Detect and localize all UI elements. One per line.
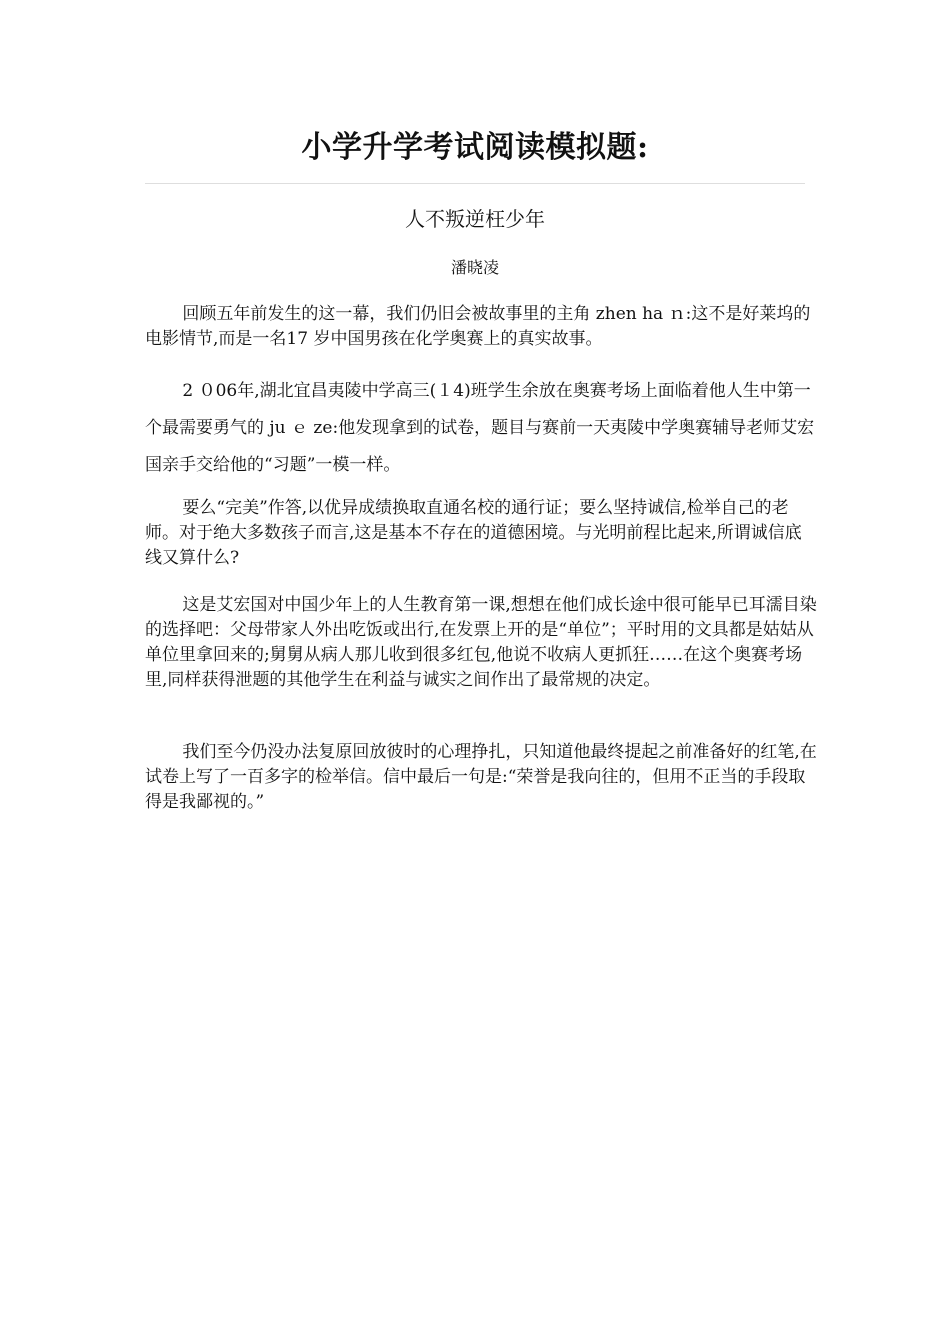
paragraph-4: 这是艾宏国对中国少年上的人生教育第一课,想想在他们成长途中很可能早已耳濡目染的选择吧：父母带家人外出吃饭或出行,在发票上开的是“单位”；平时用的文具都是姑姑从单位里拿回来的;舅舅从病人那儿收到很多红包,他说不收病人更抓狂……在这个奥赛考场里,同样获得泄题的其他学生在利益与诚实之间作出了最常规的决定。 (145, 595, 817, 690)
paragraph-3: 要么“完美”作答,以优异成绩换取直通名校的通行证；要么坚持诚信,检举自己的老师。对于绝大多数孩子而言,这是基本不存在的道德困境。与光明前程比起来,所谓诚信底线又算什么? (145, 498, 802, 568)
page-title: 小学升学考试阅读模拟题: (301, 130, 649, 165)
author-name: 潘晓凌 (450, 258, 499, 277)
article-title: 人不叛逆枉少年 (405, 207, 545, 231)
title-divider (145, 183, 805, 184)
paragraph-1: 回顾五年前发生的这一幕，我们仍旧会被故事里的主角 zhen ha ｎ:这不是好莱坞的电影情节,而是一名17 岁中国男孩在化学奥赛上的真实故事。 (145, 304, 811, 349)
paragraph-5: 我们至今仍没办法复原回放彼时的心理挣扎，只知道他最终提起之前准备好的红笔,在试卷上写了一百多字的检举信。信中最后一句是:“荣誉是我向往的，但用不正当的手段取得是我鄙视的。” (145, 742, 817, 812)
paragraph-2: 2 ０06年,湖北宜昌夷陵中学高三(１4)班学生余放在奥赛考场上面临着他人生中第一个最需要勇气的 ju ｅ ze:他发现拿到的试卷，题目与赛前一天夷陵中学奥赛辅导老师艾宏国亲手交给他的“习题”一模一样。 (145, 381, 815, 475)
